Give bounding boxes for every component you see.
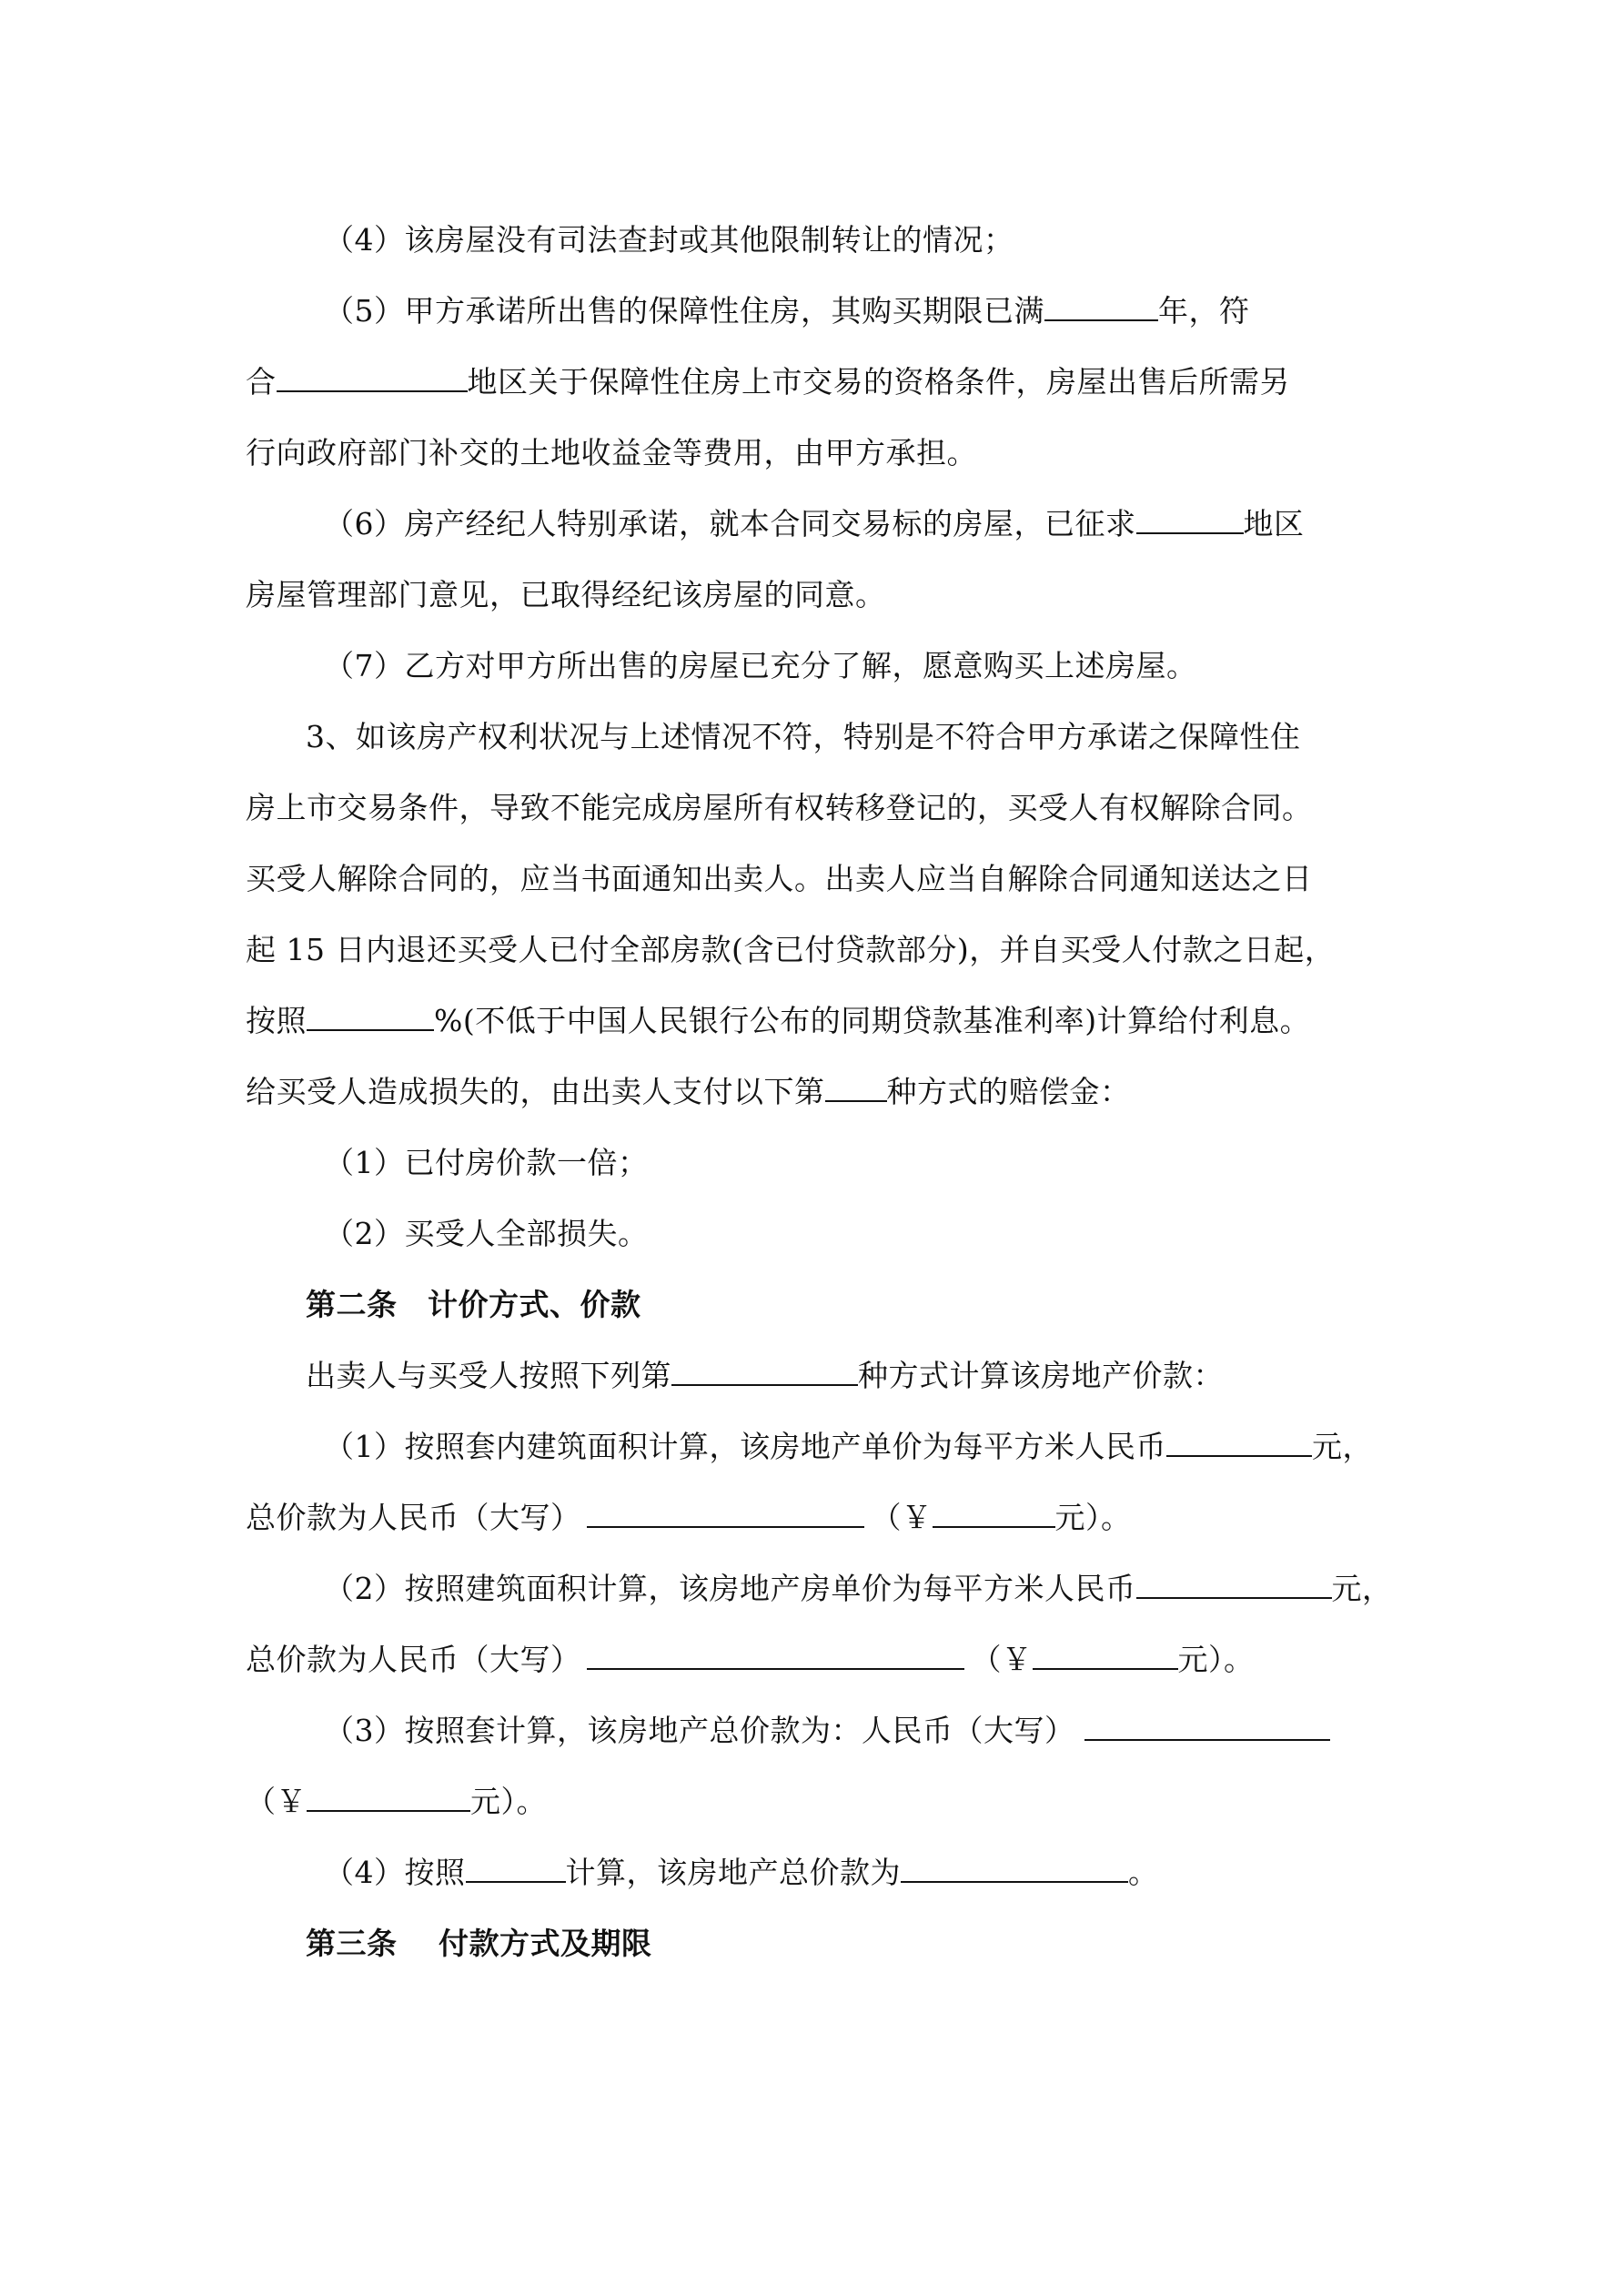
clause-6-line2	[246, 560, 1397, 631]
document-page	[246, 205, 1397, 1979]
clause-5-line1	[246, 276, 1397, 347]
compensation-2	[246, 1199, 1397, 1269]
section-3-line4	[246, 915, 1397, 986]
clause-4	[246, 205, 1397, 276]
section-3-line6	[246, 1057, 1397, 1128]
clause-5-text-d: 地区关于保障性住房上市交易的资格条件，房屋出售后所需另	[467, 364, 1290, 400]
compensation-1-text: （1）已付房价款一倍；	[324, 1145, 649, 1180]
section-3-text-f: %(不低于中国人民银行公布的同期贷款基准利率)计算给付利息。	[434, 1003, 1311, 1038]
clause-5-text-a: （5）甲方承诺所出售的保障性住房，其购买期限已满	[324, 293, 1044, 329]
clause-5-text-b: 年，符	[1158, 293, 1250, 329]
method-2-text-a: （2）按照建筑面积计算，该房地产房单价为每平方米人民币	[324, 1571, 1136, 1606]
method-1-text-a: （1）按照套内建筑面积计算，该房地产单价为每平方米人民币	[324, 1429, 1166, 1464]
method-2-line2	[246, 1624, 1397, 1695]
method-1-text-e: 元）。	[1054, 1500, 1132, 1535]
section-3-text-h: 种方式的赔偿金：	[886, 1074, 1131, 1109]
method-1-line1	[246, 1411, 1397, 1482]
blank-compensation-method[interactable]	[825, 1073, 887, 1102]
method-4	[246, 1837, 1397, 1908]
method-2-line1	[246, 1553, 1397, 1624]
compensation-2-text: （2）买受人全部损失。	[324, 1216, 649, 1251]
blank-total-number-1[interactable]	[933, 1499, 1055, 1528]
clause-6-text-a: （6）房产经纪人特别承诺，就本合同交易标的房屋，已征求	[324, 506, 1136, 541]
section-3-text-a: 3、如该房产权利状况与上述情况不符，特别是不符合甲方承诺之保障性住	[306, 719, 1301, 754]
blank-total-uppercase-3[interactable]	[1084, 1712, 1330, 1741]
section-3-line1	[246, 702, 1397, 773]
method-3-line1	[246, 1695, 1397, 1766]
section-3-text-c: 买受人解除合同的，应当书面通知出卖人。出卖人应当自解除合同通知送达之日	[246, 861, 1313, 896]
article-2-heading: 第二条 计价方式、价款	[306, 1287, 641, 1322]
method-4-text-b: 计算，该房地产总价款为	[565, 1855, 901, 1890]
method-3-text-b: （￥	[246, 1784, 307, 1819]
method-2-text-c: 总价款为人民币（大写）	[246, 1642, 581, 1677]
article-2-title	[246, 1269, 1397, 1340]
clause-7-text: （7）乙方对甲方所出售的房屋已充分了解，愿意购买上述房屋。	[324, 648, 1197, 683]
clause-6-line1	[246, 489, 1397, 560]
method-1-text-b: 元，	[1312, 1429, 1373, 1464]
clause-4-text: （4）该房屋没有司法查封或其他限制转让的情况；	[324, 222, 1014, 258]
method-2-text-b: 元，	[1331, 1571, 1393, 1606]
method-4-text-a: （4）按照	[324, 1855, 466, 1890]
blank-pricing-method[interactable]	[671, 1357, 858, 1386]
blank-method-basis[interactable]	[466, 1854, 566, 1883]
method-3-line2	[246, 1766, 1397, 1837]
blank-interest-rate[interactable]	[307, 1002, 434, 1031]
blank-unit-price-1[interactable]	[1166, 1428, 1312, 1457]
blank-region[interactable]	[277, 363, 468, 392]
blank-total-number-3[interactable]	[307, 1783, 470, 1812]
article-2-intro	[246, 1340, 1397, 1411]
section-3-line2	[246, 773, 1397, 844]
blank-total-number-2[interactable]	[1033, 1641, 1178, 1670]
article-2-intro-a: 出卖人与买受人按照下列第	[306, 1358, 671, 1393]
method-2-text-d: （￥	[971, 1642, 1033, 1677]
clause-5-text-e: 行向政府部门补交的土地收益金等费用，由甲方承担。	[246, 435, 977, 470]
clause-7	[246, 631, 1397, 702]
blank-region-2[interactable]	[1136, 505, 1244, 534]
blank-total-uppercase-2[interactable]	[587, 1641, 964, 1670]
section-3-line5	[246, 986, 1397, 1057]
section-3-text-e: 按照	[246, 1003, 307, 1038]
section-3-text-d: 起 15 日内退还买受人已付全部房款(含已付贷款部分)，并自买受人付款之日起，	[246, 932, 1336, 967]
clause-5-line3	[246, 418, 1397, 489]
article-3-heading: 第三条 付款方式及期限	[306, 1926, 652, 1961]
clause-5-text-c: 合	[246, 364, 277, 400]
method-2-text-e: 元）。	[1177, 1642, 1255, 1677]
method-1-text-d: （￥	[871, 1500, 933, 1535]
method-3-text-c: 元）。	[470, 1784, 547, 1819]
blank-total-price-4[interactable]	[901, 1854, 1128, 1883]
section-3-text-b: 房上市交易条件，导致不能完成房屋所有权转移登记的，买受人有权解除合同。	[246, 790, 1313, 825]
method-1-text-c: 总价款为人民币（大写）	[246, 1500, 581, 1535]
clause-6-text-c: 房屋管理部门意见，已取得经纪该房屋的同意。	[246, 577, 886, 612]
method-1-line2	[246, 1482, 1397, 1553]
clause-5-line2	[246, 347, 1397, 418]
section-3-text-g: 给买受人造成损失的，由出卖人支付以下第	[246, 1074, 825, 1109]
article-2-intro-b: 种方式计算该房地产价款：	[858, 1358, 1224, 1393]
section-3-line3	[246, 844, 1397, 915]
method-3-text-a: （3）按照套计算，该房地产总价款为：人民币（大写）	[324, 1713, 1075, 1748]
blank-years[interactable]	[1044, 292, 1158, 321]
blank-unit-price-2[interactable]	[1136, 1570, 1332, 1599]
method-4-text-c: 。	[1128, 1855, 1159, 1890]
blank-total-uppercase-1[interactable]	[587, 1499, 864, 1528]
compensation-1	[246, 1128, 1397, 1199]
article-3-title	[246, 1908, 1397, 1979]
clause-6-text-b: 地区	[1243, 506, 1305, 541]
